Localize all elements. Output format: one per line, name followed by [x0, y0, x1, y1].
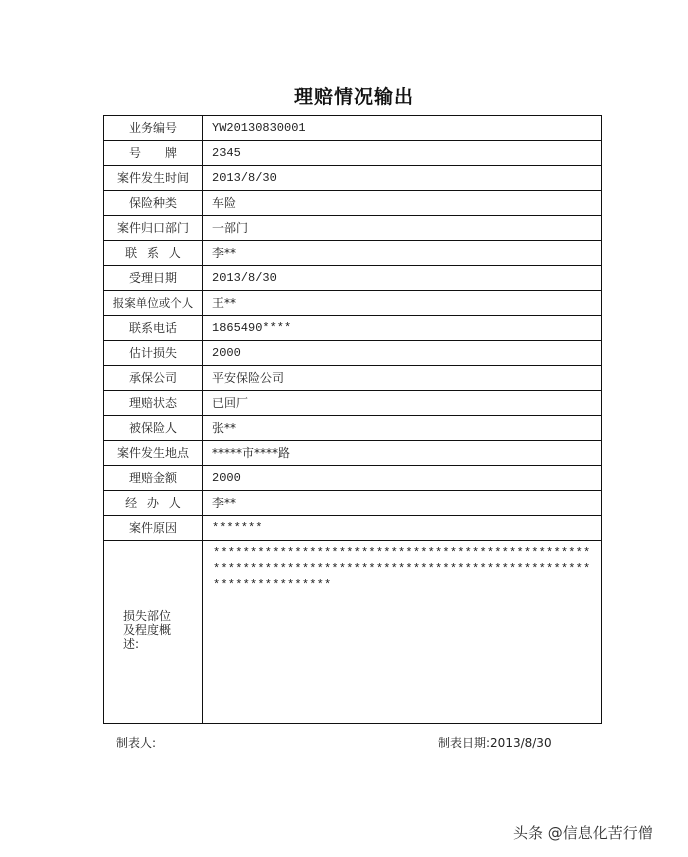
- row-label: 号 牌: [104, 141, 203, 166]
- table-row-occurrence-time: [104, 166, 602, 191]
- row-value: YW20130830001: [203, 116, 602, 141]
- row-label: 保险种类: [104, 191, 203, 216]
- table-row-insurer: [104, 366, 602, 391]
- row-label: 案件发生时间: [104, 166, 203, 191]
- row-label: 业务编号: [104, 116, 203, 141]
- prepared-date-label: 制表日期:: [438, 736, 491, 750]
- prepared-date-value: 2013/8/30: [490, 736, 552, 750]
- table-row-insurance-type: [104, 191, 602, 216]
- table-row-estimated-loss: [104, 341, 602, 366]
- table-row-damage-description: [104, 541, 602, 724]
- table-row-plate: [104, 141, 602, 166]
- row-label: 估计损失: [104, 341, 203, 366]
- table-row-phone: [104, 316, 602, 341]
- row-label: 报案单位或个人: [104, 291, 203, 316]
- table-row-cause: [104, 516, 602, 541]
- damage-description: **********************************************************************************************************************: [213, 546, 591, 592]
- row-label: 案件原因: [104, 516, 203, 541]
- table-row-contact: [104, 241, 602, 266]
- row-value: 2345: [203, 141, 602, 166]
- damage-label: 损失部位及程度概述:: [123, 608, 172, 651]
- row-value: 张**: [203, 416, 602, 441]
- row-value: 李**: [203, 491, 602, 516]
- table-row-location: [104, 441, 602, 466]
- prepared-date-field: [438, 734, 552, 751]
- row-value: 已回厂: [203, 391, 602, 416]
- row-label: 理赔金额: [104, 466, 203, 491]
- row-label: 联系电话: [104, 316, 203, 341]
- row-value: *****市****路: [203, 441, 602, 466]
- row-value: [203, 541, 602, 724]
- row-value: 1865490****: [203, 316, 602, 341]
- preparer-label: 制表人:: [116, 736, 157, 750]
- claim-form-table: [103, 115, 602, 724]
- table-row-business-no: [104, 116, 602, 141]
- row-label: 案件归口部门: [104, 216, 203, 241]
- row-label: 被保险人: [104, 416, 203, 441]
- row-label: [104, 541, 203, 724]
- table-row-department: [104, 216, 602, 241]
- page-title: 理赔情况输出: [293, 86, 414, 108]
- row-value: 2013/8/30: [203, 266, 602, 291]
- row-label: 经 办 人: [104, 491, 203, 516]
- preparer-field: [116, 734, 156, 751]
- row-value: 一部门: [203, 216, 602, 241]
- row-value: 王**: [203, 291, 602, 316]
- row-value: 2000: [203, 466, 602, 491]
- row-label: 承保公司: [104, 366, 203, 391]
- table-row-reporter: [104, 291, 602, 316]
- row-value: *******: [203, 516, 602, 541]
- row-value: 2013/8/30: [203, 166, 602, 191]
- row-label: 联 系 人: [104, 241, 203, 266]
- table-row-claim-amount: [104, 466, 602, 491]
- table-row-insured: [104, 416, 602, 441]
- row-label: 受理日期: [104, 266, 203, 291]
- row-value: 车险: [203, 191, 602, 216]
- row-value: 平安保险公司: [203, 366, 602, 391]
- table-row-handler: [104, 491, 602, 516]
- row-value: 2000: [203, 341, 602, 366]
- table-row-claim-status: [104, 391, 602, 416]
- table-row-accept-date: [104, 266, 602, 291]
- row-value: 李**: [203, 241, 602, 266]
- row-label: 理赔状态: [104, 391, 203, 416]
- row-label: 案件发生地点: [104, 441, 203, 466]
- watermark: 头条 @信息化苦行僧: [513, 824, 653, 842]
